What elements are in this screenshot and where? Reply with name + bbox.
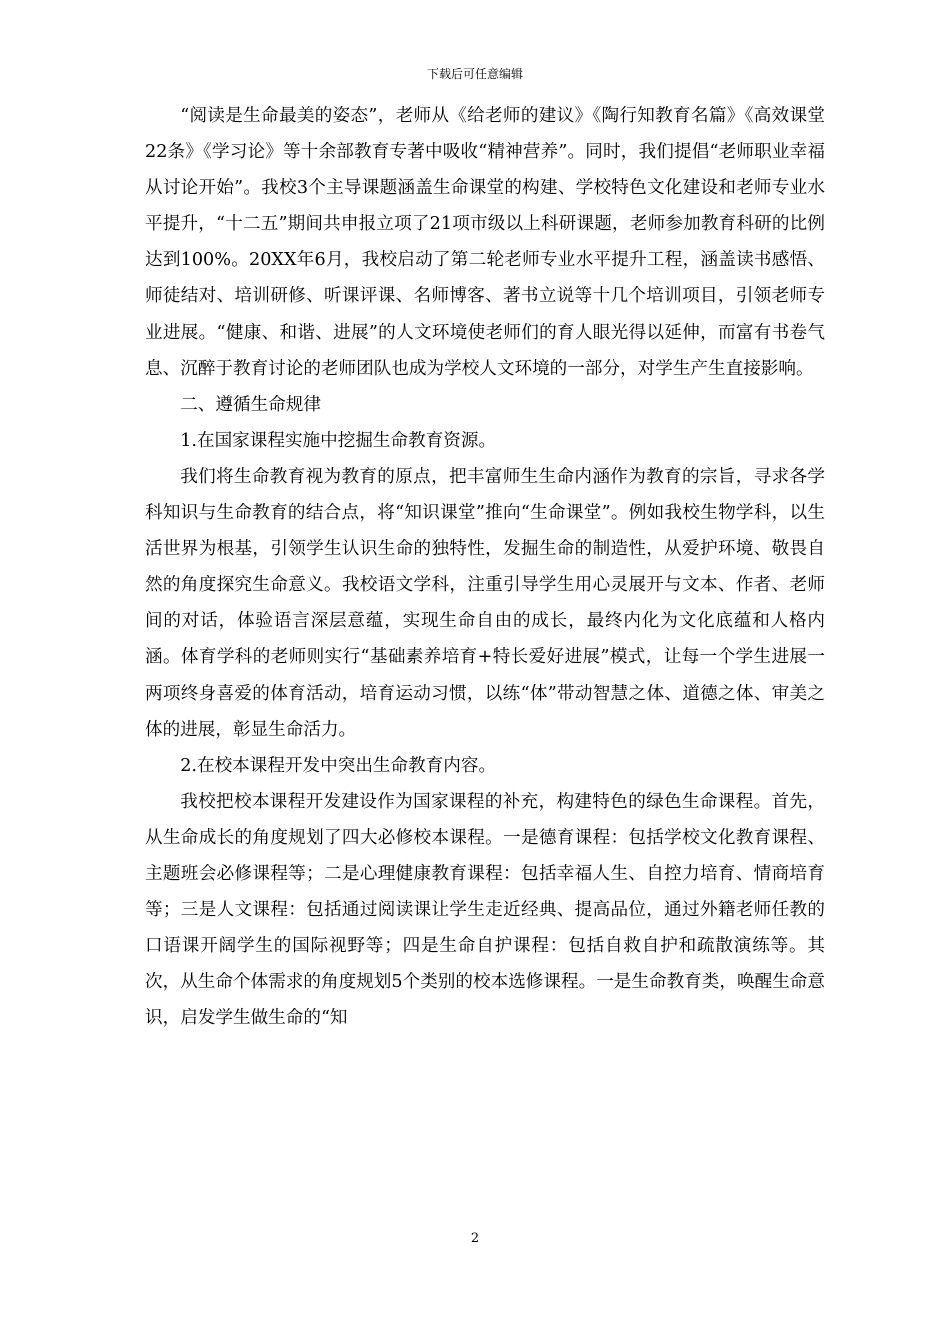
subheading-school-curriculum: 2.在校本课程开发中突出生命教育内容。 <box>180 755 497 776</box>
paragraph-reading: “阅读是生命最美的姿态”，老师从《给老师的建议》《陶行知教育名篇》《高效课堂22条》《学习论》等十余部教育专著中吸收“精神营养”。同时，我们提倡“老师职业幸福从讨论开始”。我校3个主导课题涵盖生命课堂的构建、学校特色文化建设和老师专业水平提升，“十二五”期间共申报立项了21项市级以上科研课题，老师参加教育科研的比例达到100%。20XX年6月，我校启动了第二轮老师专业水平提升工程，涵盖读书感悟、师徒结对、培训研修、听课评课、名师博客、著书立说等十几个培训项目，引领老师专业进展。“健康、和谐、进展”的人文环境使老师们的育人眼光得以延伸，而富有书卷气息、沉醉于教育讨论的老师团队也成为学校人文环境的一部分，对学生产生直接影响。 <box>145 106 825 379</box>
document-body <box>145 98 825 1036</box>
subheading-national-curriculum: 1.在国家课程实施中挖掘生命教育资源。 <box>180 430 497 451</box>
section-heading-follow-life-law: 二、遵循生命规律 <box>180 394 321 415</box>
page-header: 下载后可任意编辑 <box>426 67 523 81</box>
paragraph-life-education-origin: 我们将生命教育视为教育的原点，把丰富师生生命内涵作为教育的宗旨，寻求各学科知识与生命教育的结合点，将“知识课堂”推向“生命课堂”。例如我校生物学科，以生活世界为根基，引领学生认识生命的独特性，发掘生命的制造性，从爱护环境、敬畏自然的角度探究生命意义。我校语文学科，注重引导学生用心灵展开与文本、作者、老师间的对话，体验语言深层意蕴，实现生命自由的成长，最终内化为文化底蕴和人格内涵。体育学科的老师则实行“基础素养培育+特长爱好进展”模式，让每一个学生进展一两项终身喜爱的体育活动，培育运动习惯，以练“体”带动智慧之体、道德之体、审美之体的进展，彰显生命活力。 <box>145 466 825 740</box>
page-number: 2 <box>470 1231 480 1246</box>
paragraph-school-curriculum: 我校把校本课程开发建设作为国家课程的补充，构建特色的绿色生命课程。首先，从生命成长的角度规划了四大必修校本课程。一是德育课程：包括学校文化教育课程、主题班会必修课程等；二是心理健康教育课程：包括幸福人生、自控力培育、情商培育等；三是人文课程：包括通过阅读课让学生走近经典、提高品位，通过外籍老师任教的口语课开阔学生的国际视野等；四是生命自护课程：包括自救自护和疏散演练等。其次，从生命个体需求的角度规划5个类别的校本选修课程。一是生命教育类，唤醒生命意识，启发学生做生命的“知 <box>145 791 825 1029</box>
